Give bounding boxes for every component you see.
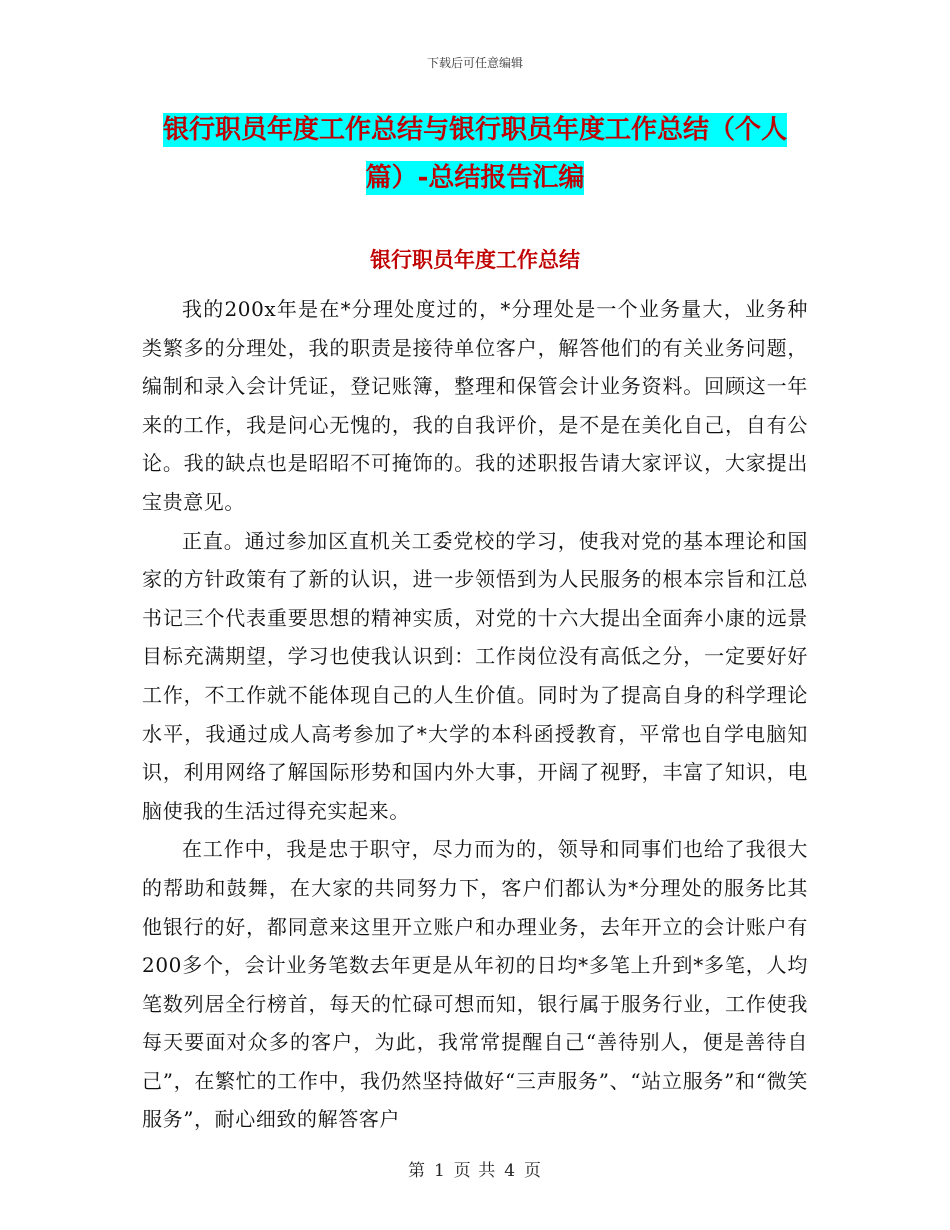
paragraph-3: 在工作中，我是忠于职守，尽力而为的，领导和同事们也给了我很大的帮助和鼓舞，在大家的共同努力下，客户们都认为*分理处的服务比其他银行的好，都同意来这里开立账户和办理业务，去年开立的会计账户有200多个，会计业务笔数去年更是从年初的日均*多笔上升到*多笔，人均笔数列居全行榜首，每天的忙碌可想而知，银行属于服务行业，工作使我每天要面对众多的客户，为此，我常常提醒自己“善待别人，便是善待自己”，在繁忙的工作中，我仍然坚持做好“三声服务”、“站立服务”和“微笑服务”，耐心细致的解答客户 bbox=[142, 837, 808, 1132]
footer-total-pages: 4 bbox=[504, 1161, 517, 1181]
footer-prefix: 第 bbox=[407, 1161, 426, 1181]
paragraph-2: 正直。通过参加区直机关工委党校的学习，使我对党的基本理论和国家的方针政策有了新的认识，进一步领悟到为人民服务的根本宗旨和江总书记三个代表重要思想的精神实质，对党的十六大提出全面奔小康的远景目标充满期望，学习也使我认识到：工作岗位没有高低之分，一定要好好工作，不工作就不能体现自己的人生价值。同时为了提高自身的科学理论水平，我通过成人高考参加了*大学的本科函授教育，平常也自学电脑知识，利用网络了解国际形势和国内外大事，开阔了视野，丰富了知识，电脑使我的生活过得充实起来。 bbox=[142, 528, 808, 823]
footer-current-page: 1 bbox=[433, 1161, 446, 1181]
page-footer bbox=[0, 1156, 950, 1181]
page-header-note: 下载后可任意编辑 bbox=[426, 56, 523, 70]
document-title-text: 银行职员年度工作总结与银行职员年度工作总结（个人篇）-总结报告汇编 bbox=[162, 115, 787, 193]
document-title bbox=[140, 106, 810, 202]
document-body bbox=[142, 290, 808, 1139]
section-title: 银行职员年度工作总结 bbox=[370, 248, 580, 272]
footer-suffix: 页 bbox=[524, 1161, 543, 1181]
footer-mid: 页 共 bbox=[453, 1161, 497, 1181]
paragraph-1: 我的200x年是在*分理处度过的，*分理处是一个业务量大，业务种类繁多的分理处，我的职责是接待单位客户，解答他们的有关业务问题，编制和录入会计凭证，登记账簿，整理和保管会计业务资料。回顾这一年来的工作，我是问心无愧的，我的自我评价，是不是在美化自己，自有公论。我的缺点也是昭昭不可掩饰的。我的述职报告请大家评议，大家提出宝贵意见。 bbox=[142, 297, 808, 514]
